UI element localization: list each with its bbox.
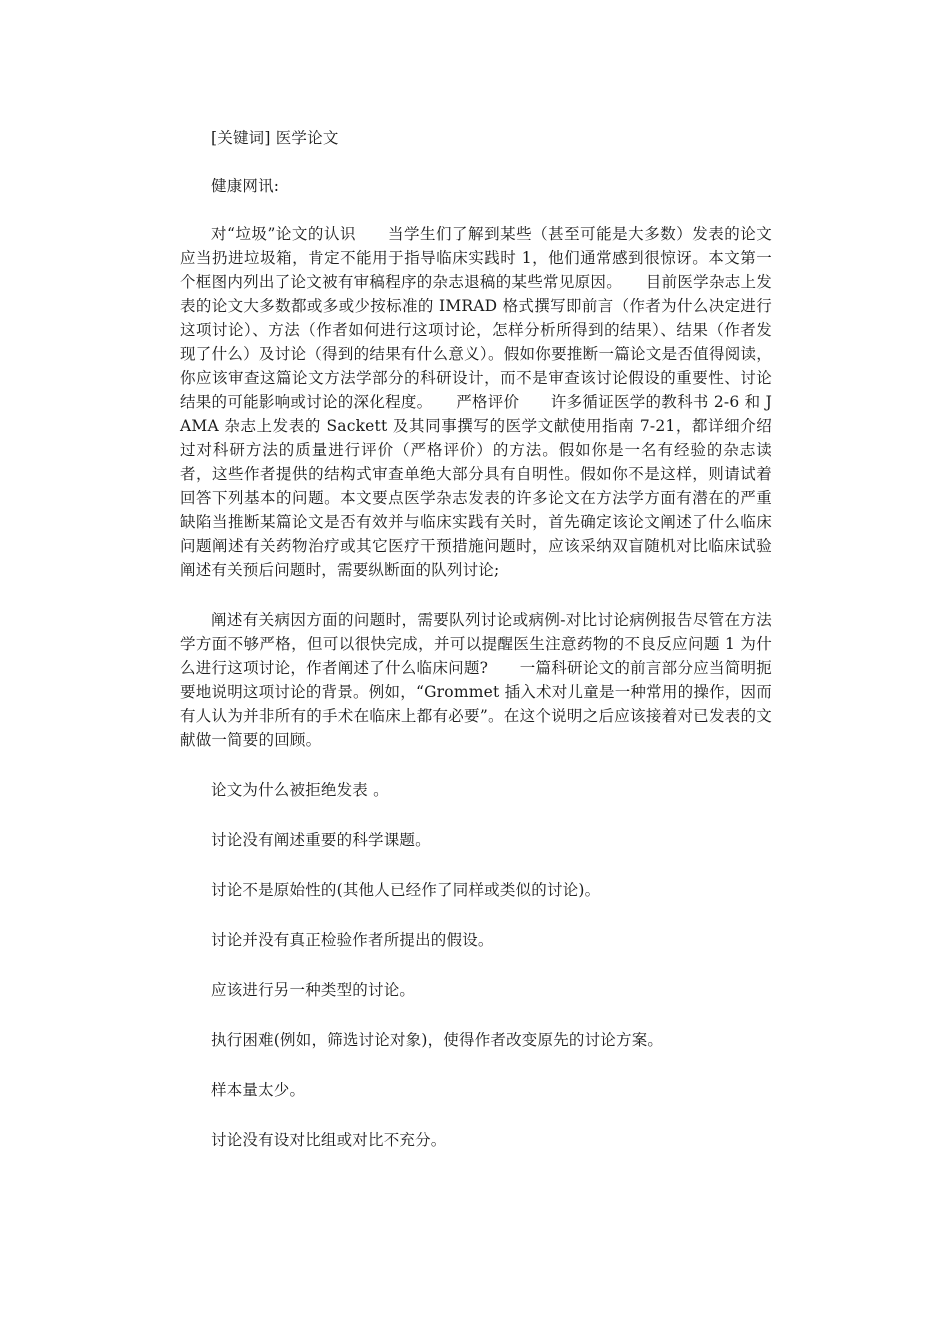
- keywords-line: [关键词] 医学论文: [211, 129, 339, 147]
- list-item-title: 论文为什么被拒绝发表 。: [211, 781, 389, 799]
- list-item: 样本量太少。: [211, 1081, 306, 1099]
- source-line: 健康网讯:: [211, 177, 280, 195]
- list-item: 讨论没有设对比组或对比不充分。: [211, 1131, 447, 1149]
- document-body: [180, 126, 772, 1178]
- list-item: 执行困难(例如，筛选讨论对象)，使得作者改变原先的讨论方案。: [211, 1031, 664, 1049]
- body-paragraph-2: 阐述有关病因方面的问题时，需要队列讨论或病例-对比讨论病例报告尽管在方法学方面不够严格，但可以很快完成，并可以提醒医生注意药物的不良反应问题 1 为什么进行这项讨论，作者阐述了什么临床问题? 一篇科研论文的前言部分应当简明扼要地说明这项讨论的背景。例如，“Grommet 插入术对儿童是一种常用的操作，因而有人认为并非所有的手术在临床上都有必要”。在这个说明之后应该接着对已发表的文献做一简要的回顾。: [180, 611, 772, 749]
- list-item: 讨论并没有真正检验作者所提出的假设。: [211, 931, 494, 949]
- list-item: 讨论没有阐述重要的科学课题。: [211, 831, 431, 849]
- list-item: 应该进行另一种类型的讨论。: [211, 981, 416, 999]
- body-paragraph-1: 对“垃圾”论文的认识 当学生们了解到某些（甚至可能是大多数）发表的论文应当扔进垃圾箱，肯定不能用于指导临床实践时 1，他们通常感到很惊讶。本文第一个框图内列出了论文被有审稿程序的杂志退稿的某些常见原因。 目前医学杂志上发表的论文大多数都或多或少按标准的 IMRAD 格式撰写即前言（作者为什么决定进行这项讨论）、方法（作者如何进行这项讨论，怎样分析所得到的结果）、结果（作者发现了什么）及讨论（得到的结果有什么意义）。假如你要推断一篇论文是否值得阅读，你应该审查这篇论文方法学部分的科研设计，而不是审查该讨论假设的重要性、讨论结果的可能影响或讨论的深化程度。 严格评价 许多循证医学的教科书 2-6 和 JAMA 杂志上发表的 Sackett 及其同事撰写的医学文献使用指南 7-21，都详细介绍过对科研方法的质量进行评价（严格评价）的方法。假如你是一名有经验的杂志读者，这些作者提供的结构式审查单绝大部分具有自明性。假如你不是这样，则请试着回答下列基本的问题。本文要点医学杂志发表的许多论文在方法学方面有潜在的严重缺陷当推断某篇论文是否有效并与临床实践有关时，首先确定该论文阐述了什么临床问题阐述有关药物治疗或其它医疗干预措施问题时，应该采纳双盲随机对比临床试验阐述有关预后问题时，需要纵断面的队列讨论;: [180, 225, 772, 579]
- list-item: 讨论不是原始性的(其他人已经作了同样或类似的讨论)。: [211, 881, 601, 899]
